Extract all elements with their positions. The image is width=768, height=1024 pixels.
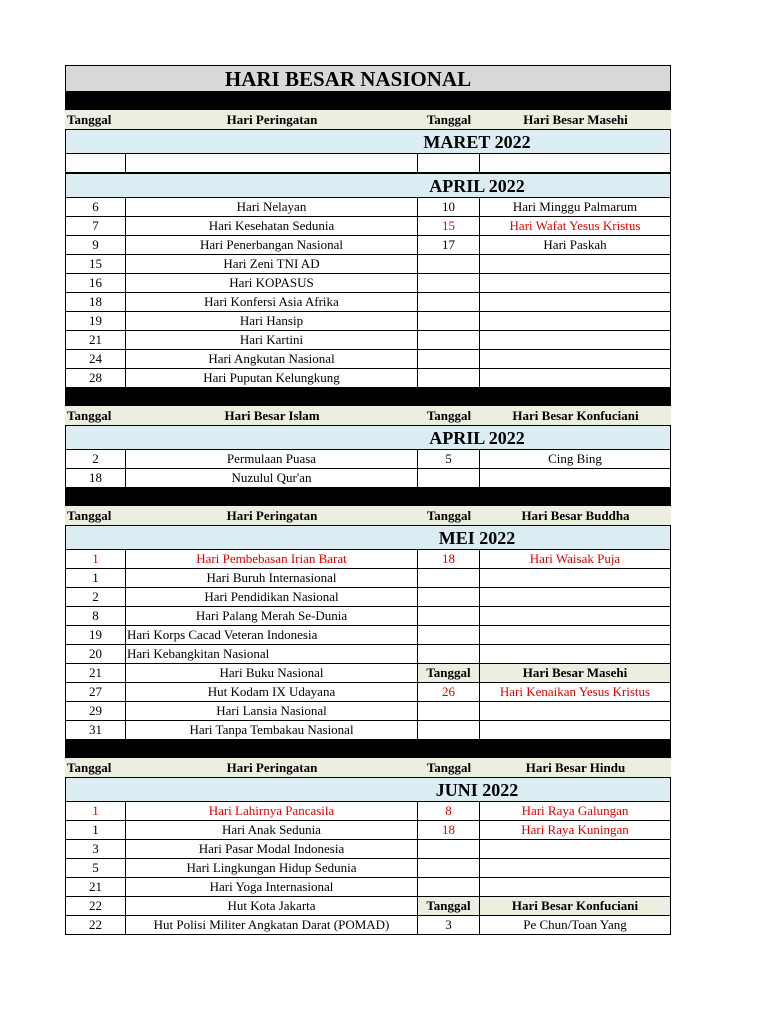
- black-separator: [65, 388, 671, 406]
- date-cell: 15: [65, 255, 126, 274]
- event-cell: Hari Lahirnya Pancasila: [126, 802, 418, 821]
- event-cell: Hari Lingkungan Hidup Sedunia: [126, 859, 418, 878]
- table-row: [65, 198, 671, 217]
- table-row: [65, 588, 671, 607]
- month-heading: [65, 129, 671, 154]
- date-cell: [418, 859, 480, 878]
- event-cell: Hari Raya Kuningan: [480, 821, 671, 840]
- event-cell: Hut Polisi Militer Angkatan Darat (POMAD): [126, 916, 418, 935]
- date-cell: 1: [65, 550, 126, 569]
- event-cell: [480, 626, 671, 645]
- month-label: MEI 2022: [438, 528, 516, 548]
- date-cell: 18: [65, 469, 126, 488]
- table-row: [65, 626, 671, 645]
- date-cell: 18: [418, 550, 480, 569]
- event-cell: Hari Kartini: [126, 331, 418, 350]
- month-heading: [65, 425, 671, 450]
- date-cell: [418, 569, 480, 588]
- month-heading: [65, 777, 671, 802]
- date-cell: 21: [65, 331, 126, 350]
- column-header: Tanggal: [65, 110, 126, 129]
- date-cell: 28: [65, 369, 126, 388]
- date-cell: [418, 588, 480, 607]
- date-cell: 1: [65, 821, 126, 840]
- table-row: [65, 331, 671, 350]
- column-header: Tanggal: [418, 406, 480, 425]
- event-cell: [480, 312, 671, 331]
- column-header: Hari Besar Masehi: [480, 110, 671, 129]
- table-row: [65, 274, 671, 293]
- date-cell: 26: [418, 683, 480, 702]
- event-cell: [480, 154, 671, 173]
- event-cell: [480, 840, 671, 859]
- date-cell: 1: [65, 802, 126, 821]
- date-cell: 20: [65, 645, 126, 664]
- event-cell: Hari Lansia Nasional: [126, 702, 418, 721]
- event-cell: Hari Buruh Internasional: [126, 569, 418, 588]
- date-cell: [418, 331, 480, 350]
- event-cell: Hari Wafat Yesus Kristus: [480, 217, 671, 236]
- black-separator: [65, 740, 671, 758]
- date-cell: 5: [65, 859, 126, 878]
- event-cell: Hari Kesehatan Sedunia: [126, 217, 418, 236]
- event-cell: Hari Anak Sedunia: [126, 821, 418, 840]
- column-header: Hari Besar Buddha: [480, 506, 671, 525]
- month-heading: [65, 173, 671, 198]
- event-cell: Hut Kota Jakarta: [126, 897, 418, 916]
- event-cell: Hari Tanpa Tembakau Nasional: [126, 721, 418, 740]
- date-cell: [418, 274, 480, 293]
- event-cell: Hut Kodam IX Udayana: [126, 683, 418, 702]
- column-header-row: [65, 506, 671, 525]
- event-cell: Hari Penerbangan Nasional: [126, 236, 418, 255]
- date-cell: 18: [418, 821, 480, 840]
- table-row: [65, 721, 671, 740]
- table-row: [65, 154, 671, 173]
- table-row: [65, 916, 671, 935]
- event-cell: [480, 255, 671, 274]
- date-cell: [418, 878, 480, 897]
- date-cell: 3: [418, 916, 480, 935]
- event-cell: [480, 645, 671, 664]
- date-cell: 16: [65, 274, 126, 293]
- date-cell: 19: [65, 626, 126, 645]
- event-cell: Cing Bing: [480, 450, 671, 469]
- event-cell: [480, 607, 671, 626]
- event-cell: Hari Kebangkitan Nasional: [126, 645, 418, 664]
- event-cell: Hari Minggu Palmarum: [480, 198, 671, 217]
- black-separator: [65, 488, 671, 506]
- table-row: [65, 569, 671, 588]
- table-row: [65, 350, 671, 369]
- date-cell: 31: [65, 721, 126, 740]
- date-cell: 22: [65, 916, 126, 935]
- event-cell: Hari Waisak Puja: [480, 550, 671, 569]
- table-row: [65, 683, 671, 702]
- date-cell: Tanggal: [418, 664, 480, 683]
- date-cell: [418, 702, 480, 721]
- table-row: [65, 255, 671, 274]
- table-row: [65, 312, 671, 331]
- table-row: [65, 840, 671, 859]
- event-cell: [480, 588, 671, 607]
- table-row: [65, 293, 671, 312]
- event-cell: [480, 569, 671, 588]
- date-cell: [418, 369, 480, 388]
- date-cell: [418, 645, 480, 664]
- event-cell: Hari Hansip: [126, 312, 418, 331]
- event-cell: Hari Zeni TNI AD: [126, 255, 418, 274]
- table-row: [65, 450, 671, 469]
- event-cell: Hari Palang Merah Se-Dunia: [126, 607, 418, 626]
- column-header: Hari Besar Hindu: [480, 758, 671, 777]
- event-cell: [480, 469, 671, 488]
- table-row: [65, 469, 671, 488]
- event-cell: [480, 369, 671, 388]
- holiday-sheet: [65, 65, 671, 935]
- date-cell: 3: [65, 840, 126, 859]
- event-cell: Hari Angkutan Nasional: [126, 350, 418, 369]
- date-cell: 1: [65, 569, 126, 588]
- event-cell: Hari Besar Konfuciani: [480, 897, 671, 916]
- date-cell: 18: [65, 293, 126, 312]
- column-header: Tanggal: [418, 758, 480, 777]
- date-cell: 8: [418, 802, 480, 821]
- table-row: [65, 802, 671, 821]
- event-cell: Hari Korps Cacad Veteran Indonesia: [126, 626, 418, 645]
- date-cell: 15: [418, 217, 480, 236]
- column-header: Tanggal: [65, 506, 126, 525]
- event-cell: [480, 274, 671, 293]
- table-row: [65, 369, 671, 388]
- date-cell: 19: [65, 312, 126, 331]
- date-cell: [418, 350, 480, 369]
- date-cell: 27: [65, 683, 126, 702]
- black-separator: [65, 92, 671, 110]
- table-row: [65, 607, 671, 626]
- date-cell: 8: [65, 607, 126, 626]
- date-cell: [418, 312, 480, 331]
- month-label: MARET 2022: [423, 132, 531, 152]
- sheet-title: HARI BESAR NASIONAL: [65, 65, 671, 92]
- date-cell: 5: [418, 450, 480, 469]
- event-cell: [480, 859, 671, 878]
- table-row: [65, 645, 671, 664]
- date-cell: 2: [65, 450, 126, 469]
- column-header-row: [65, 406, 671, 425]
- event-cell: Permulaan Puasa: [126, 450, 418, 469]
- date-cell: 17: [418, 236, 480, 255]
- date-cell: 21: [65, 878, 126, 897]
- event-cell: Hari Pasar Modal Indonesia: [126, 840, 418, 859]
- date-cell: [418, 293, 480, 312]
- month-label: APRIL 2022: [429, 428, 525, 448]
- table-row: [65, 897, 671, 916]
- column-header-row: [65, 110, 671, 129]
- date-cell: [418, 626, 480, 645]
- event-cell: Hari Yoga Internasional: [126, 878, 418, 897]
- table-row: [65, 878, 671, 897]
- date-cell: 9: [65, 236, 126, 255]
- table-row: [65, 236, 671, 255]
- table-row: [65, 821, 671, 840]
- column-header: Tanggal: [418, 506, 480, 525]
- column-header: Hari Besar Islam: [126, 406, 418, 425]
- column-header: Tanggal: [418, 110, 480, 129]
- column-header-row: [65, 758, 671, 777]
- event-cell: [480, 331, 671, 350]
- column-header: Tanggal: [65, 758, 126, 777]
- event-cell: Hari Besar Masehi: [480, 664, 671, 683]
- date-cell: 6: [65, 198, 126, 217]
- month-heading: [65, 525, 671, 550]
- event-cell: Hari Kenaikan Yesus Kristus: [480, 683, 671, 702]
- column-header: Hari Besar Konfuciani: [480, 406, 671, 425]
- table-row: [65, 702, 671, 721]
- event-cell: [126, 154, 418, 173]
- table-row: [65, 664, 671, 683]
- date-cell: [418, 607, 480, 626]
- date-cell: [65, 154, 126, 173]
- event-cell: Pe Chun/Toan Yang: [480, 916, 671, 935]
- event-cell: Hari Raya Galungan: [480, 802, 671, 821]
- event-cell: Hari Konfersi Asia Afrika: [126, 293, 418, 312]
- event-cell: Hari Pembebasan Irian Barat: [126, 550, 418, 569]
- date-cell: [418, 721, 480, 740]
- event-cell: [480, 293, 671, 312]
- date-cell: 24: [65, 350, 126, 369]
- date-cell: [418, 469, 480, 488]
- event-cell: Hari Buku Nasional: [126, 664, 418, 683]
- event-cell: [480, 702, 671, 721]
- table-row: [65, 550, 671, 569]
- event-cell: Hari KOPASUS: [126, 274, 418, 293]
- event-cell: [480, 721, 671, 740]
- date-cell: 2: [65, 588, 126, 607]
- event-cell: [480, 878, 671, 897]
- date-cell: [418, 840, 480, 859]
- event-cell: Hari Puputan Kelungkung: [126, 369, 418, 388]
- sections-container: [65, 92, 671, 935]
- column-header: Hari Peringatan: [126, 110, 418, 129]
- date-cell: 10: [418, 198, 480, 217]
- date-cell: [418, 255, 480, 274]
- date-cell: [418, 154, 480, 173]
- column-header: Hari Peringatan: [126, 506, 418, 525]
- column-header: Hari Peringatan: [126, 758, 418, 777]
- date-cell: 29: [65, 702, 126, 721]
- event-cell: Nuzulul Qur'an: [126, 469, 418, 488]
- column-header: Tanggal: [65, 406, 126, 425]
- event-cell: [480, 350, 671, 369]
- date-cell: Tanggal: [418, 897, 480, 916]
- month-label: JUNI 2022: [435, 780, 519, 800]
- date-cell: 21: [65, 664, 126, 683]
- month-label: APRIL 2022: [429, 176, 525, 196]
- event-cell: Hari Nelayan: [126, 198, 418, 217]
- date-cell: 22: [65, 897, 126, 916]
- event-cell: Hari Pendidikan Nasional: [126, 588, 418, 607]
- event-cell: Hari Paskah: [480, 236, 671, 255]
- table-row: [65, 217, 671, 236]
- date-cell: 7: [65, 217, 126, 236]
- table-row: [65, 859, 671, 878]
